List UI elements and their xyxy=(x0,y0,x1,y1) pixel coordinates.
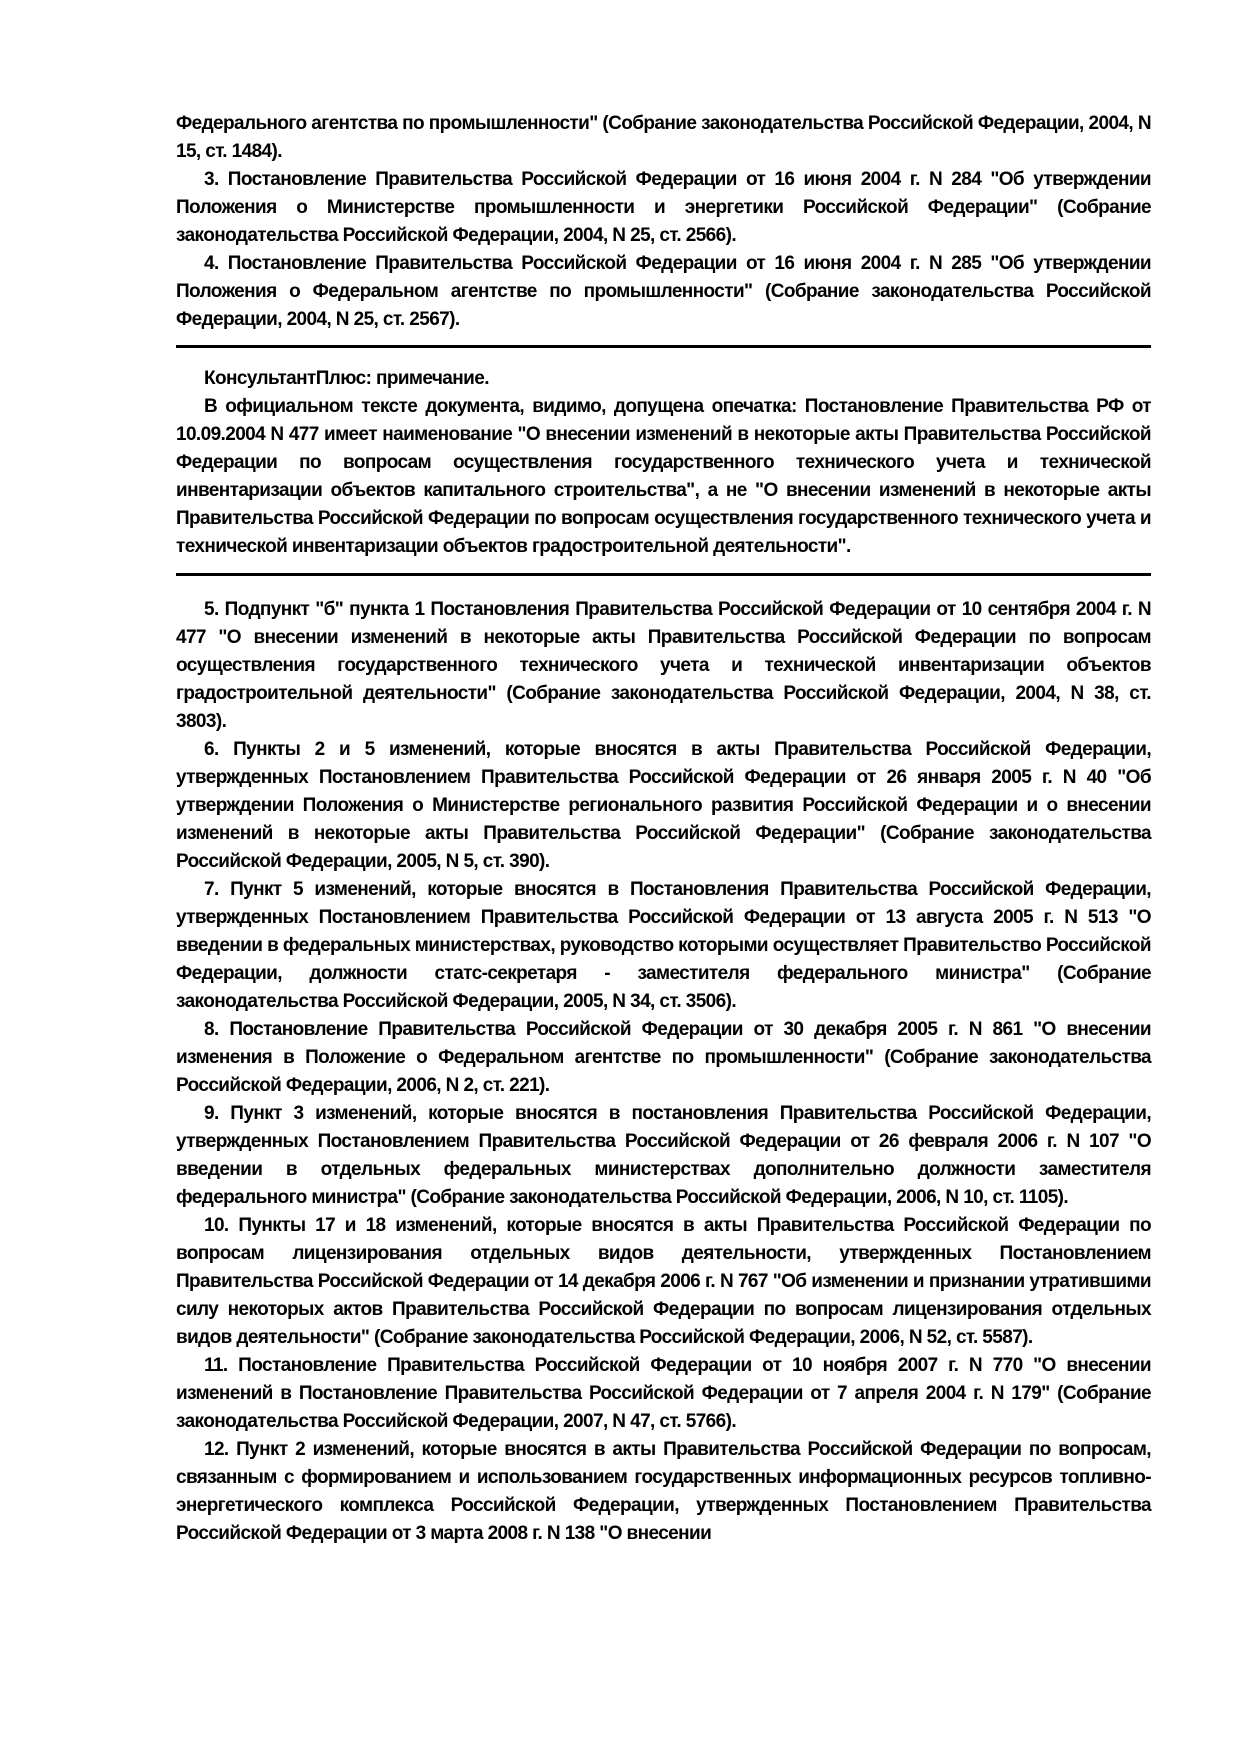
note-separator-top xyxy=(176,345,1151,348)
note-separator-bottom xyxy=(176,573,1151,576)
paragraph: 8. Постановление Правительства Российской Федерации от 30 декабря 2005 г. N 861 "О внесении изменения в Положение о Федеральном агентстве по промышленности" (Собрание законодательства Российской Федерации, 2006, N 2, ст. 221). xyxy=(176,1019,1151,1096)
note-text: В официальном тексте документа, видимо, допущена опечатка: Постановление Правительства РФ от 10.09.2004 N 477 имеет наименование "О внесении изменений в некоторые акты Правительства Российской Федерации по вопросам осуществления государственного технического учета и технической инвентаризации объектов капитального строительства", а не "О внесении изменений в некоторые акты Правительства Российской Федерации по вопросам осуществления государственного технического учета и технической инвентаризации объектов градостроительной деятельности". xyxy=(176,396,1151,557)
note-title: КонсультантПлюс: примечание. xyxy=(204,368,489,389)
top-paragraphs xyxy=(176,110,1151,334)
paragraph: 12. Пункт 2 изменений, которые вносятся в акты Правительства Российской Федерации по вопросам, связанным с формированием и использованием государственных информационных ресурсов топливно-энергетического комплекса Российской Федерации, утвержденных Постановлением Правительства Российской Федерации от 3 марта 2008 г. N 138 "О внесении xyxy=(176,1439,1151,1544)
bottom-paragraphs xyxy=(176,596,1151,1548)
document-content xyxy=(176,110,1151,1548)
paragraph: 3. Постановление Правительства Российской Федерации от 16 июня 2004 г. N 284 "Об утверждении Положения о Министерстве промышленности и энергетики Российской Федерации" (Собрание законодательства Российской Федерации, 2004, N 25, ст. 2566). xyxy=(176,169,1151,246)
paragraph: 6. Пункты 2 и 5 изменений, которые вносятся в акты Правительства Российской Федерации, утвержденных Постановлением Правительства Российской Федерации от 26 января 2005 г. N 40 "Об утверждении Положения о Министерстве регионального развития Российской Федерации и о внесении изменений в некоторые акты Правительства Российской Федерации" (Собрание законодательства Российской Федерации, 2005, N 5, ст. 390). xyxy=(176,739,1151,872)
paragraph: 7. Пункт 5 изменений, которые вносятся в Постановления Правительства Российской Федерации, утвержденных Постановлением Правительства Российской Федерации от 13 августа 2005 г. N 513 "О введении в федеральных министерствах, руководство которыми осуществляет Правительство Российской Федерации, должности статс-секретаря - заместителя федерального министра" (Собрание законодательства Российской Федерации, 2005, N 34, ст. 3506). xyxy=(176,879,1151,1012)
paragraph: Федерального агентства по промышленности" (Собрание законодательства Российской Федерации, 2004, N 15, ст. 1484). xyxy=(176,113,1151,162)
paragraph: 11. Постановление Правительства Российской Федерации от 10 ноября 2007 г. N 770 "О внесении изменений в Постановление Правительства Российской Федерации от 7 апреля 2004 г. N 179" (Собрание законодательства Российской Федерации, 2007, N 47, ст. 5766). xyxy=(176,1355,1151,1432)
paragraph: 5. Подпункт "б" пункта 1 Постановления Правительства Российской Федерации от 10 сентября 2004 г. N 477 "О внесении изменений в некоторые акты Правительства Российской Федерации по вопросам осуществления государственного технического учета и технической инвентаризации объектов градостроительной деятельности" (Собрание законодательства Российской Федерации, 2004, N 38, ст. 3803). xyxy=(176,599,1151,732)
paragraph: 10. Пункты 17 и 18 изменений, которые вносятся в акты Правительства Российской Федерации по вопросам лицензирования отдельных видов деятельности, утвержденных Постановлением Правительства Российской Федерации от 14 декабря 2006 г. N 767 "Об изменении и признании утратившими силу некоторых актов Правительства Российской Федерации по вопросам лицензирования отдельных видов деятельности" (Собрание законодательства Российской Федерации, 2006, N 52, ст. 5587). xyxy=(176,1215,1151,1348)
paragraph: 9. Пункт 3 изменений, которые вносятся в постановления Правительства Российской Федерации, утвержденных Постановлением Правительства Российской Федерации от 26 февраля 2006 г. N 107 "О введении в отдельных федеральных министерствах дополнительно должности заместителя федерального министра" (Собрание законодательства Российской Федерации, 2006, N 10, ст. 1105). xyxy=(176,1103,1151,1208)
consultant-note xyxy=(176,365,1151,561)
paragraph: 4. Постановление Правительства Российской Федерации от 16 июня 2004 г. N 285 "Об утверждении Положения о Федеральном агентстве по промышленности" (Собрание законодательства Российской Федерации, 2004, N 25, ст. 2567). xyxy=(176,253,1151,330)
